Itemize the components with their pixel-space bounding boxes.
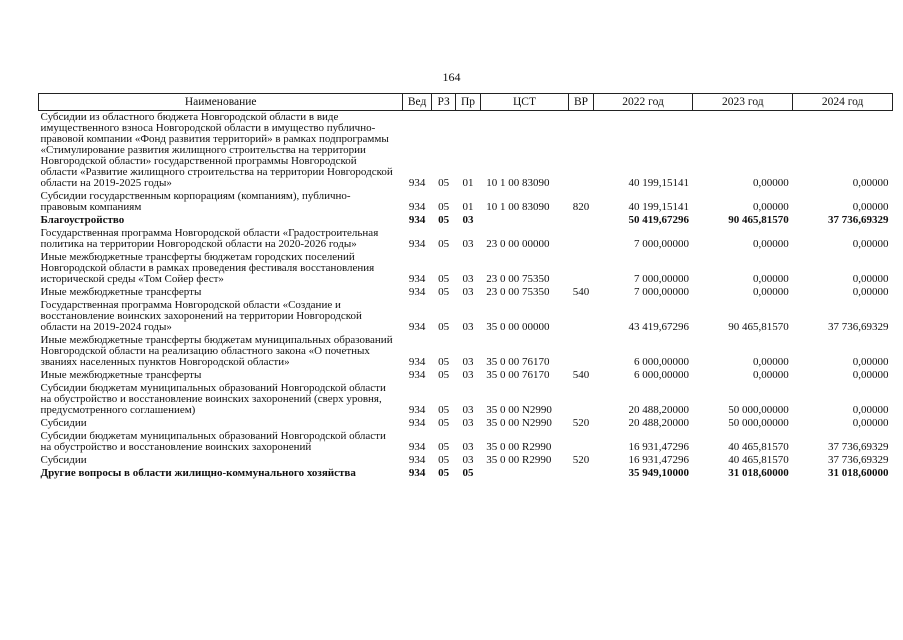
header-2023: 2023 год — [693, 94, 793, 111]
cell-rz: 05 — [438, 441, 450, 453]
cell-y2024: 37 736,69329 — [828, 214, 889, 226]
page-number: 164 — [442, 70, 461, 84]
cell-name: Государственная программа Новгородской области «Градостроительная политика на территории Новгородской области на 2020-2026 годы» — [40, 227, 379, 250]
cell-rz: 05 — [438, 467, 450, 479]
cell-vr — [569, 111, 593, 191]
cell-name: Государственная программа Новгородской области «Создание и восстановление воинских захоронений на территории Новгородской области на 2019-2024 годы» — [40, 299, 362, 333]
cell-y2022: 20 488,20000 — [628, 417, 689, 429]
cell-ved: 934 — [408, 177, 426, 189]
cell-rz: 05 — [438, 404, 450, 416]
table-row — [39, 369, 893, 382]
header-rz: РЗ — [431, 94, 455, 111]
cell-vr: 540 — [572, 286, 590, 298]
cell-vr — [569, 430, 593, 454]
cell-rz: 05 — [438, 214, 450, 226]
cell-y2024: 0,00000 — [852, 404, 889, 416]
cell-rz: 05 — [438, 356, 450, 368]
header-cst: ЦСТ — [480, 94, 569, 111]
cell-pr: 03 — [462, 273, 474, 285]
cell-y2024: 0,00000 — [852, 177, 889, 189]
cell-pr: 03 — [462, 417, 474, 429]
table-row — [39, 454, 893, 467]
cell-cst — [480, 467, 569, 480]
cell-cst: 35 0 00 R2990 — [486, 441, 552, 453]
header-vr: ВР — [569, 94, 593, 111]
cell-name: Субсидии бюджетам муниципальных образований Новгородской области на обустройство и восстановление воинских захоронений (сверх уровня, предусмотренного соглашением) — [40, 382, 386, 416]
cell-cst: 23 0 00 00000 — [486, 238, 550, 250]
cell-name: Иные межбюджетные трансферты — [40, 369, 202, 381]
cell-y2022: 43 419,67296 — [628, 321, 689, 333]
table-row — [39, 111, 893, 191]
table-row — [39, 299, 893, 334]
header-2022: 2022 год — [593, 94, 693, 111]
header-name: Наименование — [39, 94, 403, 111]
cell-vr: 520 — [572, 454, 590, 466]
cell-y2024: 37 736,69329 — [828, 321, 889, 333]
cell-y2023: 0,00000 — [752, 238, 789, 250]
cell-vr — [569, 299, 593, 334]
cell-pr: 01 — [462, 177, 474, 189]
cell-rz: 05 — [438, 454, 450, 466]
cell-ved: 934 — [408, 467, 426, 479]
cell-y2023: 90 465,81570 — [728, 321, 789, 333]
cell-y2023: 0,00000 — [752, 177, 789, 189]
cell-rz: 05 — [438, 286, 450, 298]
cell-ved: 934 — [408, 417, 426, 429]
cell-y2024: 31 018,60000 — [828, 467, 889, 479]
cell-vr — [569, 214, 593, 227]
table-row — [39, 334, 893, 369]
cell-y2023: 50 000,00000 — [728, 417, 789, 429]
table-row — [39, 190, 893, 214]
cell-y2023: 90 465,81570 — [728, 214, 789, 226]
cell-y2024: 0,00000 — [852, 238, 889, 250]
cell-vr: 820 — [572, 201, 590, 213]
cell-y2023: 0,00000 — [752, 273, 789, 285]
cell-pr: 05 — [462, 467, 474, 479]
cell-y2023: 0,00000 — [752, 356, 789, 368]
cell-y2022: 50 419,67296 — [628, 214, 689, 226]
cell-pr: 03 — [462, 404, 474, 416]
cell-cst: 23 0 00 75350 — [486, 273, 550, 285]
cell-y2022: 7 000,00000 — [633, 238, 689, 250]
table-row — [39, 286, 893, 299]
cell-y2022: 6 000,00000 — [633, 369, 689, 381]
cell-y2022: 40 199,15141 — [628, 177, 689, 189]
cell-y2023: 50 000,00000 — [728, 404, 789, 416]
cell-cst: 35 0 00 R2990 — [486, 454, 552, 466]
cell-ved: 934 — [408, 454, 426, 466]
cell-y2022: 16 931,47296 — [628, 454, 689, 466]
cell-name: Субсидии — [40, 417, 87, 429]
cell-pr: 03 — [462, 369, 474, 381]
cell-y2024: 0,00000 — [852, 417, 889, 429]
cell-rz: 05 — [438, 201, 450, 213]
cell-name: Субсидии бюджетам муниципальных образований Новгородской области на обустройство и восстановление воинских захоронений — [40, 430, 386, 453]
cell-cst: 35 0 00 00000 — [486, 321, 550, 333]
cell-pr: 03 — [462, 286, 474, 298]
cell-y2023: 31 018,60000 — [728, 467, 789, 479]
cell-y2022: 40 199,15141 — [628, 201, 689, 213]
cell-name: Субсидии государственным корпорациям (компаниям), публично-правовым компаниям — [40, 190, 351, 213]
table-row — [39, 467, 893, 480]
cell-ved: 934 — [408, 356, 426, 368]
cell-y2022: 7 000,00000 — [633, 273, 689, 285]
cell-ved: 934 — [408, 238, 426, 250]
cell-rz: 05 — [438, 238, 450, 250]
cell-y2024: 0,00000 — [852, 369, 889, 381]
cell-vr — [569, 467, 593, 480]
cell-y2023: 40 465,81570 — [728, 454, 789, 466]
cell-y2023: 0,00000 — [752, 201, 789, 213]
cell-rz: 05 — [438, 177, 450, 189]
cell-cst: 10 1 00 83090 — [486, 201, 550, 213]
table-row — [39, 214, 893, 227]
cell-cst — [480, 214, 569, 227]
cell-cst: 10 1 00 83090 — [486, 177, 550, 189]
cell-vr — [569, 382, 593, 417]
cell-y2024: 0,00000 — [852, 356, 889, 368]
cell-y2024: 0,00000 — [852, 286, 889, 298]
cell-pr: 03 — [462, 441, 474, 453]
cell-pr: 03 — [462, 454, 474, 466]
cell-vr: 520 — [572, 417, 590, 429]
table-row — [39, 227, 893, 251]
cell-vr: 540 — [572, 369, 590, 381]
cell-name: Субсидии из областного бюджета Новгородской области в виде имущественного взноса Новгородской области в имущество публично-правовой компании «Фонд развития территорий» в рамках подпрограммы «Стимулирование развития жилищного строительства на территории Новгородской области» государственной программы Новгородской области «Развитие жилищного строительства на территории Новгородской области на 2019-2025 годы» — [40, 111, 393, 189]
cell-y2022: 7 000,00000 — [633, 286, 689, 298]
cell-cst: 35 0 00 76170 — [486, 369, 550, 381]
cell-rz: 05 — [438, 321, 450, 333]
budget-table — [38, 93, 893, 480]
cell-pr: 03 — [462, 356, 474, 368]
cell-y2022: 16 931,47296 — [628, 441, 689, 453]
cell-name: Благоустройство — [40, 214, 125, 226]
cell-vr — [569, 251, 593, 286]
cell-vr — [569, 227, 593, 251]
cell-cst: 23 0 00 75350 — [486, 286, 550, 298]
cell-ved: 934 — [408, 273, 426, 285]
cell-ved: 934 — [408, 321, 426, 333]
cell-pr: 03 — [462, 214, 474, 226]
cell-rz: 05 — [438, 369, 450, 381]
cell-y2024: 0,00000 — [852, 201, 889, 213]
header-pr: Пр — [456, 94, 480, 111]
table-body — [39, 111, 893, 481]
cell-name: Иные межбюджетные трансферты бюджетам муниципальных образований Новгородской области на реализацию областного закона «О почетных званиях населенных пунктов Новгородской области» — [40, 334, 393, 368]
cell-name: Иные межбюджетные трансферты — [40, 286, 202, 298]
table-row — [39, 417, 893, 430]
cell-y2022: 20 488,20000 — [628, 404, 689, 416]
cell-pr: 03 — [462, 238, 474, 250]
cell-y2023: 0,00000 — [752, 369, 789, 381]
cell-pr: 03 — [462, 321, 474, 333]
table-header-row — [39, 94, 893, 111]
cell-y2022: 6 000,00000 — [633, 356, 689, 368]
cell-y2022: 35 949,10000 — [628, 467, 689, 479]
table-row — [39, 382, 893, 417]
cell-ved: 934 — [408, 286, 426, 298]
cell-ved: 934 — [408, 369, 426, 381]
table-row — [39, 251, 893, 286]
cell-ved: 934 — [408, 404, 426, 416]
cell-name: Иные межбюджетные трансферты бюджетам городских поселений Новгородской области в рамках проведения фестиваля восстановления исторической среды «Том Сойер фест» — [40, 251, 375, 285]
cell-rz: 05 — [438, 273, 450, 285]
cell-pr: 01 — [462, 201, 474, 213]
cell-y2024: 37 736,69329 — [828, 454, 889, 466]
header-2024: 2024 год — [793, 94, 893, 111]
cell-rz: 05 — [438, 417, 450, 429]
cell-y2024: 0,00000 — [852, 273, 889, 285]
cell-y2024: 37 736,69329 — [828, 441, 889, 453]
cell-y2023: 40 465,81570 — [728, 441, 789, 453]
table-row — [39, 430, 893, 454]
cell-name: Субсидии — [40, 454, 87, 466]
cell-cst: 35 0 00 N2990 — [486, 417, 552, 429]
cell-ved: 934 — [408, 214, 426, 226]
header-ved: Вед — [403, 94, 432, 111]
cell-y2023: 0,00000 — [752, 286, 789, 298]
cell-name: Другие вопросы в области жилищно-коммунального хозяйства — [40, 467, 356, 479]
cell-ved: 934 — [408, 201, 426, 213]
cell-cst: 35 0 00 76170 — [486, 356, 550, 368]
cell-ved: 934 — [408, 441, 426, 453]
cell-cst: 35 0 00 N2990 — [486, 404, 552, 416]
cell-vr — [569, 334, 593, 369]
